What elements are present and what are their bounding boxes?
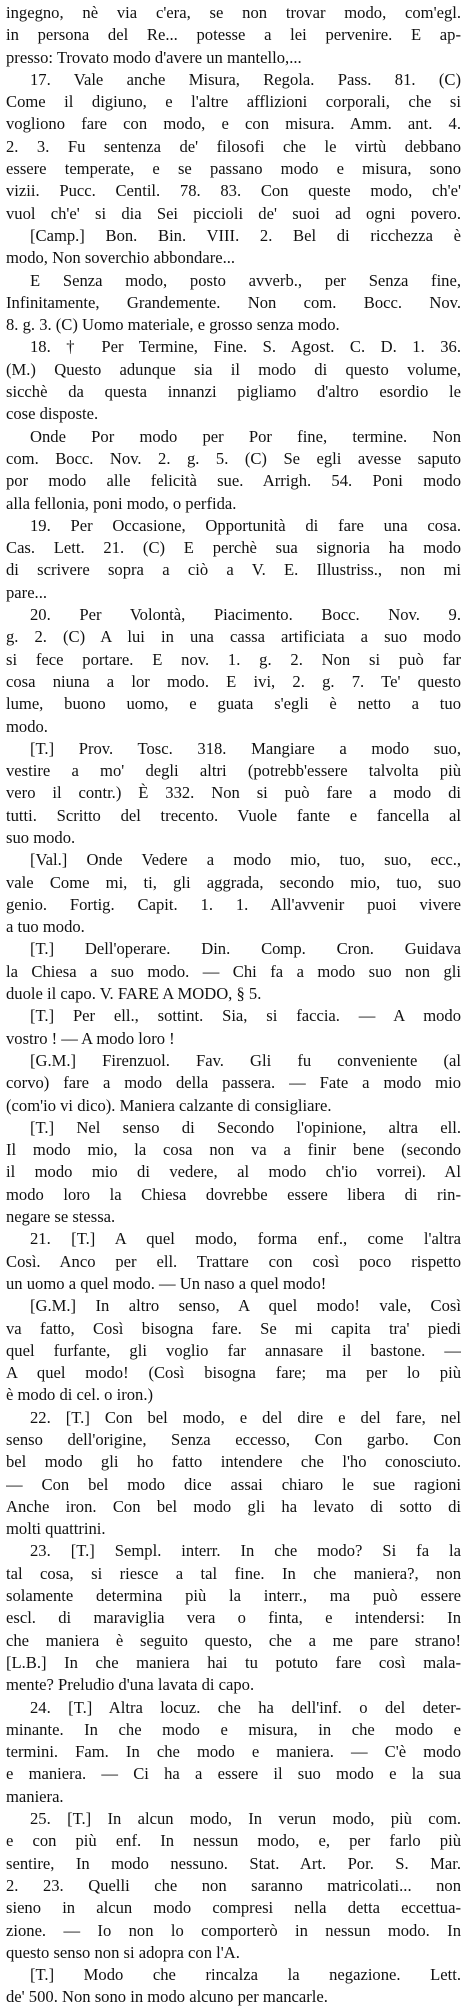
text-line: por modo alle felicità sue. Arrigh. 54. Poni modo [6, 471, 461, 491]
text-line: corvo) fare a modo della passera. — Fate a modo mio [6, 1073, 461, 1093]
text-line: questo senso non si adopra con l'A. [6, 1942, 240, 1962]
text-line: alla fellonia, poni modo, o perfida. [6, 493, 237, 513]
text-line: solamente determina più la interr., ma può essere [6, 1586, 461, 1606]
text-line: minante. In che modo e misura, in che modo e [6, 1719, 461, 1739]
text-line: [G.M.] Firenzuol. Fav. Gli fu conveniente (al [30, 1050, 461, 1070]
text-line: E Senza modo, posto avverb., per Senza fine, [30, 270, 461, 290]
text-line: [Camp.] Bon. Bin. VIII. 2. Bel di ricchezza è [30, 225, 461, 245]
text-line: un uomo a quel modo. — Un naso a quel modo! [6, 1273, 327, 1293]
text-line: sentire, In modo nessuno. Stat. Art. Por. S. Mar. [6, 1853, 461, 1873]
text-line: vale Come mi, ti, gli aggrada, secondo mio, tuo, suo [6, 872, 461, 892]
text-line: (com'io vi dico). Maniera calzante di consigliare. [6, 1095, 332, 1115]
text-line: la Chiesa a suo modo. — Chi fa a modo suo non gli [6, 961, 461, 981]
text-line: escl. di maraviglia vera o finta, e intendersi: In [6, 1608, 461, 1628]
section-17-heading-line: 17. Vale anche Misura, Regola. Pass. 81. (C) [30, 69, 461, 89]
text-line: Così. Anco per ell. Trattare con così poco rispetto [6, 1251, 461, 1271]
text-line: com. Bocc. Nov. 2. g. 5. (C) Se egli avesse saputo [6, 448, 461, 468]
text-line: (M.) Questo adunque sia il modo di questo volume, [6, 359, 461, 379]
text-line: in persona del Re... potesse a lei pervenire. E ap- [6, 25, 461, 45]
text-line: duole il capo. V. FARE A MODO, § 5. [6, 984, 262, 1004]
text-line: ingegno, nè via c'era, se non trovar modo, com'egl. [6, 3, 461, 22]
text-line: Anche iron. Con bel modo gli ha levato di sotto di [6, 1496, 461, 1516]
text-line: [G.M.] In altro senso, A quel modo! vale, Così [30, 1296, 461, 1316]
text-line: termini. Fam. In che modo e maniera. — C'è modo [6, 1742, 461, 1762]
text-line: a tuo modo. [6, 917, 85, 937]
text-line: [Val.] Onde Vedere a modo mio, tuo, suo, ecc., [30, 850, 461, 870]
text-line: modo loro la Chiesa dovrebbe essere libera di rin- [6, 1184, 461, 1204]
text-line: e maniera. — Ci ha a essere il suo modo e la sua [6, 1764, 461, 1784]
text-line: Onde Por modo per Por fine, termine. Non [30, 426, 461, 446]
text-line: vero il contr.) È 332. Non si può fare a modo di [6, 783, 461, 803]
text-line: tal cosa, si riesce a tal fine. In che maniera?, non [6, 1563, 461, 1583]
text-line: negare se stessa. [6, 1207, 116, 1227]
text-line: va fatto, Così bisogna fare. Se mi capita tra' piedi [6, 1318, 461, 1338]
text-line: Il modo mio, la cosa non va a finir bene (secondo [6, 1140, 461, 1160]
text-line: Cas. Lett. 21. (C) E perchè sua signoria ha modo [6, 538, 461, 558]
text-line: vuol ch'e' si dia Sei piccioli de' suoi ad ogni povero. [6, 203, 461, 223]
text-line: 2. 23. Quelli che non saranno matricolati... non [6, 1875, 461, 1895]
text-line: Infinitamente, Grandemente. Non com. Bocc. Nov. [6, 292, 461, 312]
text-line: suo modo. [6, 827, 76, 847]
text-line: vogliono fare con modo, e con misura. Amm. ant. 4. [6, 114, 461, 134]
text-line: mente? Preludio d'una lavata di capo. [6, 1675, 255, 1695]
text-line: cose disposte. [6, 404, 99, 424]
text-line: [T.] Prov. Tosc. 318. Mangiare a modo suo, [30, 738, 461, 758]
text-line: [T.] Nel senso di Secondo l'opinione, altra ell. [30, 1117, 461, 1137]
text-line: cosa niuna a lor modo. E ivi, 2. g. 7. Te' questo [6, 671, 461, 691]
section-21-heading-line: 21. [T.] A quel modo, forma enf., come l'altra [30, 1229, 461, 1249]
text-line: maniera. [6, 1786, 64, 1806]
text-line: tutti. Scritto del trecento. Vuole fante e fancella al [6, 805, 461, 825]
section-24-heading-line: 24. [T.] Altra locuz. che ha dell'inf. o del deter- [30, 1697, 461, 1717]
text-line: che maniera è seguito questo, che a me pare strano! [6, 1630, 461, 1650]
section-18-heading-line: 18. † Per Termine, Fine. S. Agost. C. D. 1. 36. [30, 337, 461, 357]
text-line: zione. — Io non lo comporterò in nessun modo. In [6, 1920, 461, 1940]
text-line: molti quattrini. [6, 1519, 106, 1539]
text-line: modo. [6, 716, 48, 736]
dictionary-entry-modo [6, 2, 461, 2009]
text-line: di scrivere sopra a ciò a V. E. Illustriss., non mi [6, 560, 461, 580]
text-line: [L.B.] In che maniera hai tu potuto fare così mala- [6, 1652, 461, 1672]
text-line: e con più enf. In nessun modo, e, per farlo più [6, 1831, 461, 1851]
text-line: 2. 3. Fu sentenza de' filosofi che le virtù debbano [6, 136, 461, 156]
section-25-heading-line: 25. [T.] In alcun modo, In verun modo, più com. [30, 1809, 461, 1829]
text-line: de' 500. Non sono in modo alcuno per mancarle. [6, 1987, 328, 2007]
text-line: [T.] Modo che rincalza la negazione. Lett. [30, 1965, 461, 1985]
section-23-heading-line: 23. [T.] Sempl. interr. In che modo? Si fa la [30, 1541, 461, 1561]
text-line: sieno in alcun modo compresi nella detta eccettua- [6, 1898, 461, 1918]
text-line: lume, buono uomo, e guata s'egli è netto a tuo [6, 694, 461, 714]
section-19-heading-line: 19. Per Occasione, Opportunità di fare una cosa. [30, 515, 461, 535]
section-20-heading-line: 20. Per Volontà, Piacimento. Bocc. Nov. 9. [30, 605, 461, 625]
text-line: [T.] Per ell., sottint. Sia, si faccia. — A modo [30, 1006, 461, 1026]
text-line: vostro ! — A modo loro ! [6, 1028, 175, 1048]
text-line: vizii. Pucc. Centil. 78. 83. Con queste modo, ch'e' [6, 181, 461, 201]
text-line: modo, Non soverchio abbondare... [6, 248, 236, 268]
text-line: il modo mio di vedere, al modo ch'io vorrei). Al [6, 1162, 461, 1182]
text-line: si fece portare. E nov. 1. g. 2. Non si può far [6, 649, 461, 669]
text-line: presso: Trovato modo d'avere un mantello,... [6, 47, 302, 67]
text-line: 8. g. 3. (C) Uomo materiale, e grosso senza modo. [6, 315, 340, 335]
section-22-heading-line: 22. [T.] Con bel modo, e del dire e del fare, nel [30, 1407, 461, 1427]
text-line: è modo di cel. o iron.) [6, 1385, 154, 1405]
text-line: g. 2. (C) A lui in una cassa artificiata a suo modo [6, 627, 461, 647]
text-line: essere temperate, e se passano modo e misura, sono [6, 159, 461, 179]
text-line: sicchè da questa innanzi pigliamo d'altro esordio le [6, 382, 461, 402]
text-line: genio. Fortig. Capit. 1. 1. All'avvenir puoi vivere [6, 894, 461, 914]
text-line: pare... [6, 582, 47, 602]
text-line: Come il digiuno, e l'altre afflizioni corporali, che si [6, 92, 461, 112]
text-line: [T.] Dell'operare. Din. Comp. Cron. Guidava [30, 939, 461, 959]
text-line: vestire a mo' degli altri (potrebb'essere talvolta più [6, 761, 461, 781]
text-line: bel modo gli ho fatto intendere che l'ho conosciuto. [6, 1452, 461, 1472]
text-line: quel furfante, gli voglio far annasare il bastone. — [6, 1340, 461, 1360]
text-line: — Con bel modo dice assai chiaro le sue ragioni [6, 1474, 461, 1494]
text-line: senso dell'origine, Senza eccesso, Con garbo. Con [6, 1430, 461, 1449]
text-line: A quel modo! (Così bisogna fare; ma per lo più [6, 1363, 461, 1383]
